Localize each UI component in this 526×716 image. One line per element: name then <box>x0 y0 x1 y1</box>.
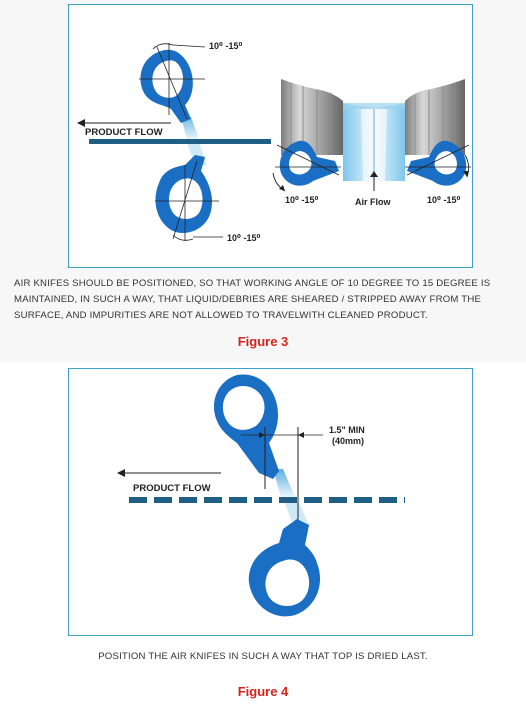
angle-label-right-left: 10⁰ -15⁰ <box>285 195 319 205</box>
product-bar <box>89 139 271 144</box>
angle-pointer-top <box>173 45 205 47</box>
angle-label-bottom: 10⁰ -15⁰ <box>227 233 261 243</box>
product-flow-arrowhead <box>77 119 85 127</box>
figure4-diagram <box>69 369 472 635</box>
lower-air-knife <box>249 519 320 616</box>
product-flow-arrowhead <box>117 469 125 477</box>
product-flow-label: PRODUCT FLOW <box>133 483 211 494</box>
min-distance-arrowhead-right <box>298 432 304 438</box>
figure4-diagram-frame <box>68 368 473 636</box>
lower-air-knife <box>155 155 219 241</box>
figure3-diagram-frame <box>68 4 473 268</box>
min-label-line2: (40mm) <box>332 436 365 446</box>
figure3-caption: AIR KNIFES SHOULD BE POSITIONED, SO THAT WORKING ANGLE OF 10 DEGREE TO 15 DEGREE IS MAINTAINED, IN SUCH A WAY, THAT LIQUID/DEBRIES ARE SHEARED / STRIPPED AWAY FROM THE SURFACE, AND IMPURITIES ARE NOT ALLOWED TO TRAVELWITH CLEANED PRODUCT. <box>14 278 491 321</box>
figure4-caption: POSITION THE AIR KNIFES IN SUCH A WAY THAT TOP IS DRIED LAST. <box>98 651 428 662</box>
upper-air-knife <box>214 375 279 480</box>
angle-label-top: 10⁰ -15⁰ <box>209 41 243 51</box>
min-label-line1: 1.5" MIN <box>329 425 365 435</box>
figure4-title: Figure 4 <box>237 684 289 699</box>
product-flow-label: PRODUCT FLOW <box>85 127 163 138</box>
figure3-title: Figure 3 <box>237 334 289 349</box>
air-flow-label: Air Flow <box>355 197 391 207</box>
upper-air-knife <box>139 43 205 123</box>
figure3-diagram <box>69 5 472 267</box>
angle-label-right-right: 10⁰ -15⁰ <box>427 195 461 205</box>
